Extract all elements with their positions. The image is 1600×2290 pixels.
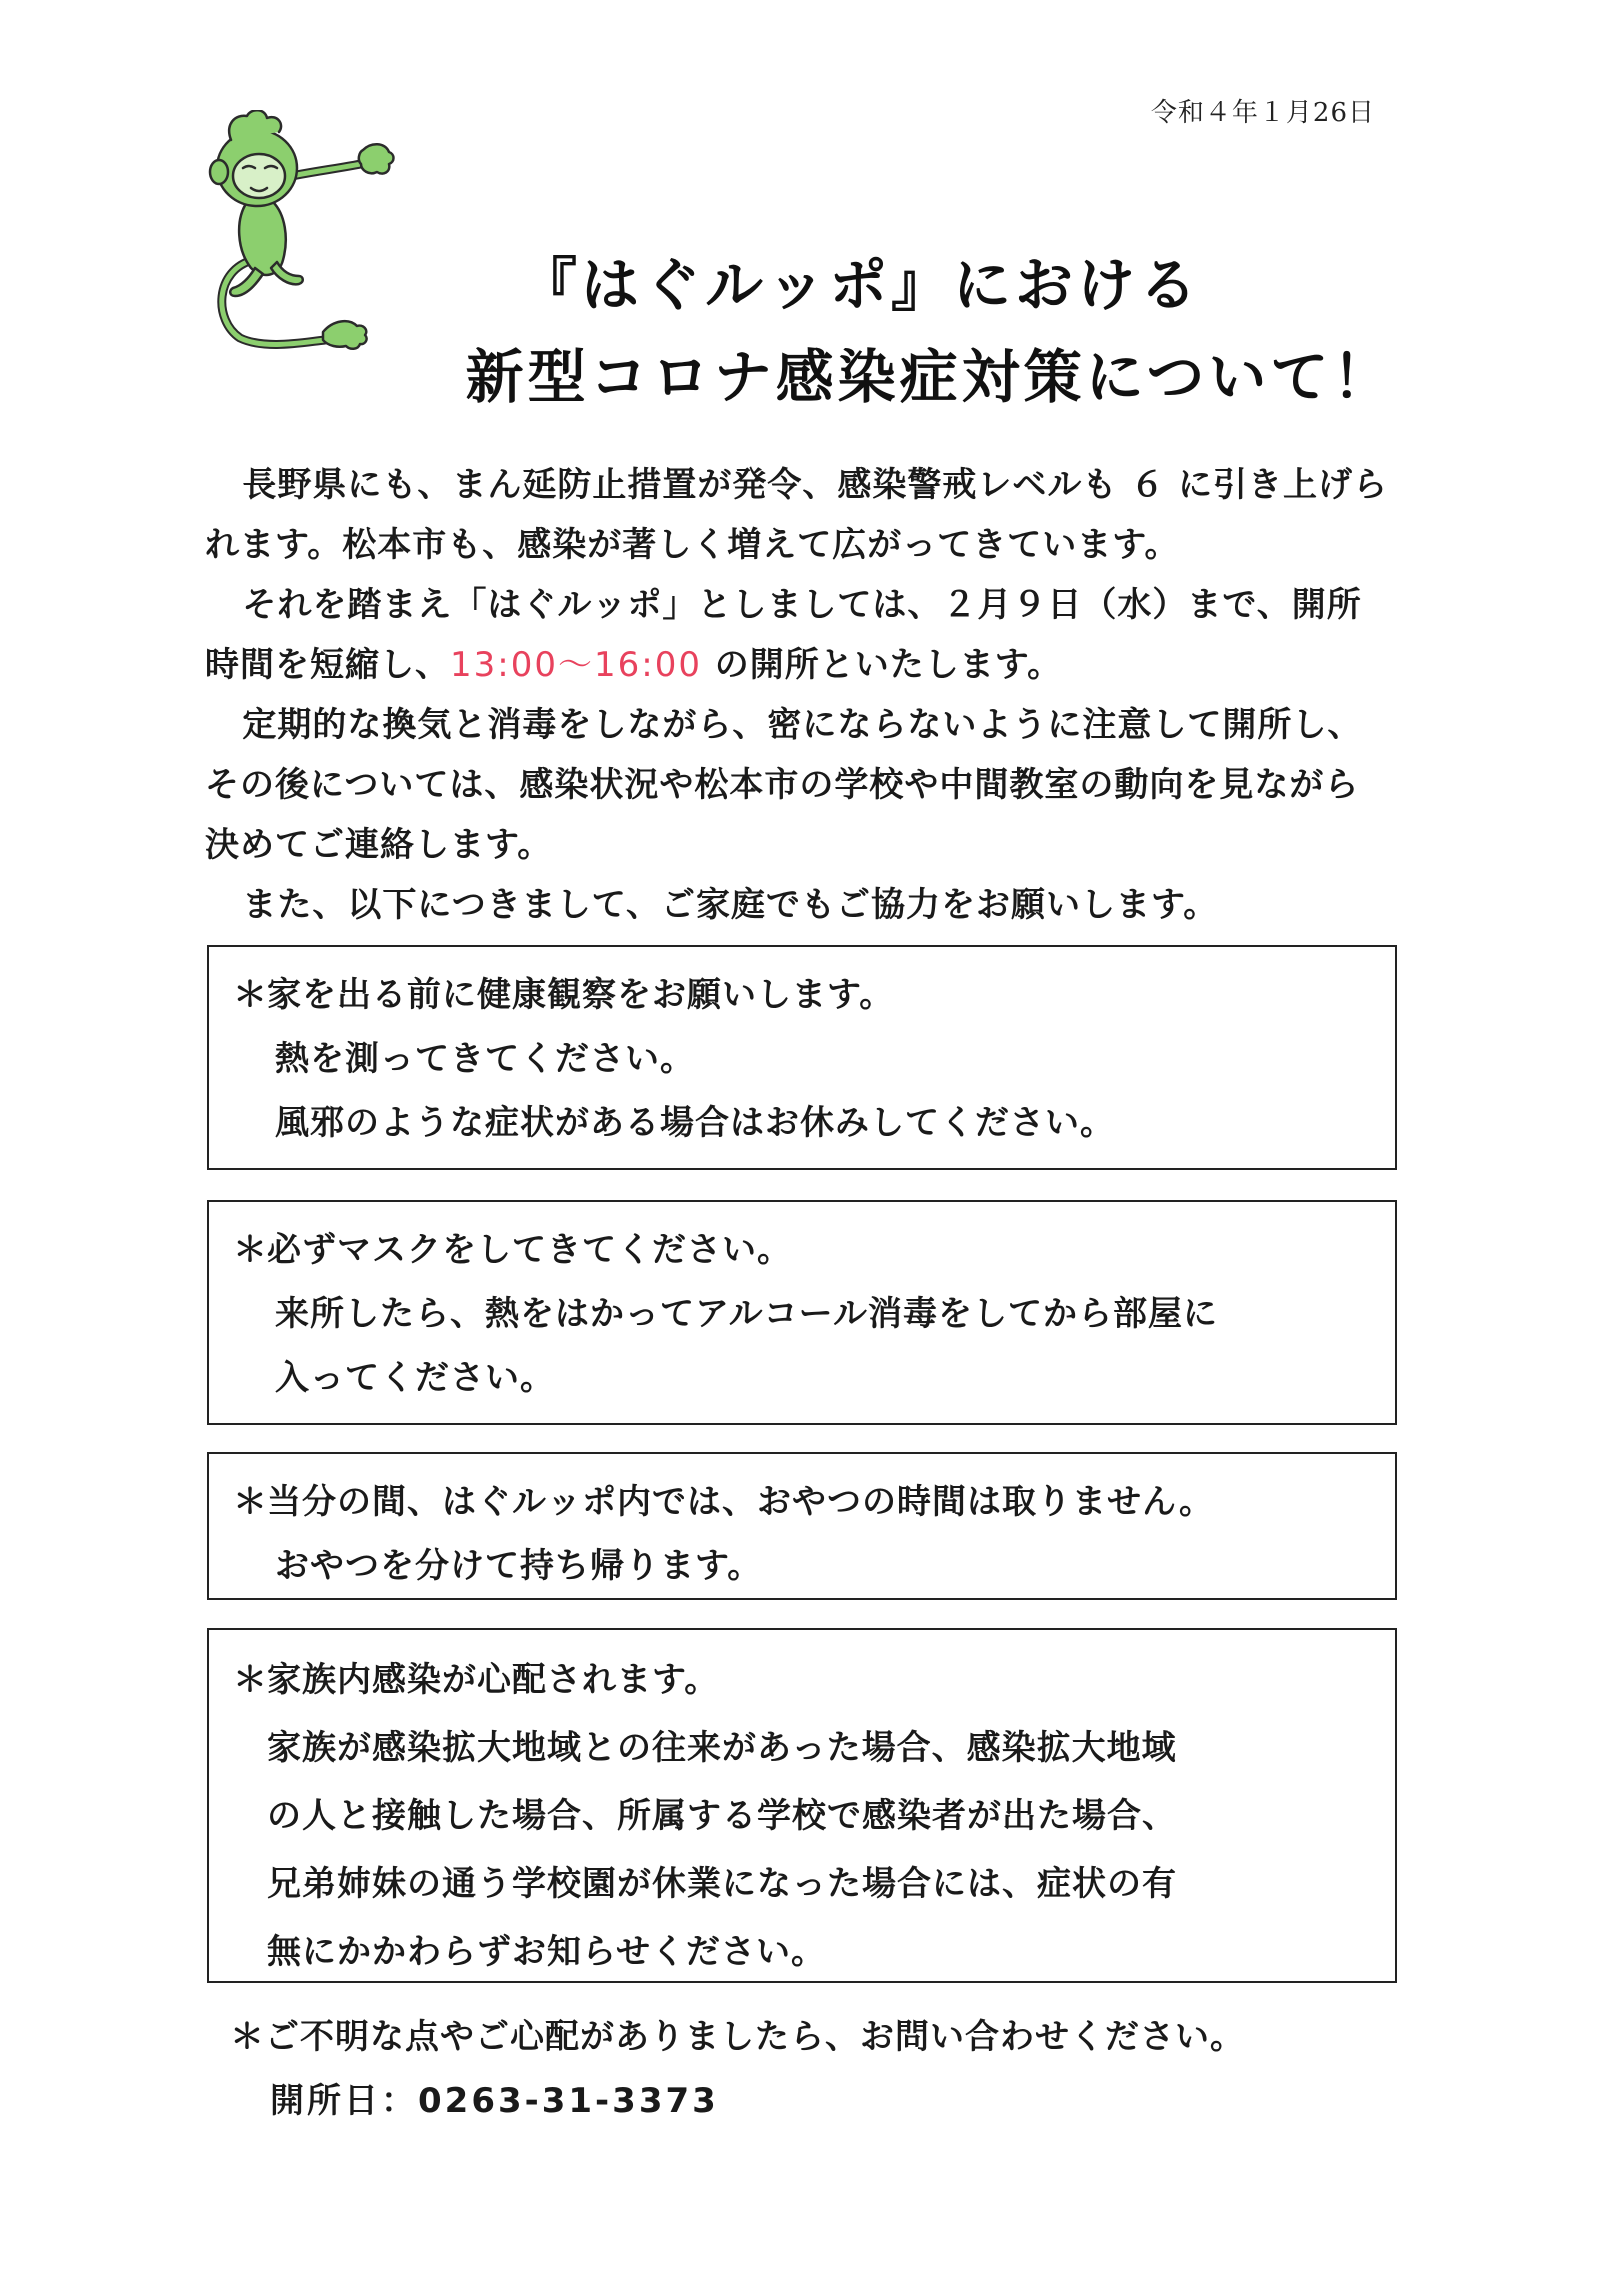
contact-phone: 開所日：0263-31-3373 <box>270 2081 719 2121</box>
asterisk-icon: ＊ <box>233 1482 268 1522</box>
monkey-mascot-icon <box>195 110 395 360</box>
box-heading: 必ずマスクをしてきてください。 <box>267 1230 792 1270</box>
box-heading: 当分の間、はぐルッポ内では、おやつの時間は取りません。 <box>267 1482 1215 1522</box>
opening-hours-highlight: 13:00〜16:00 <box>450 645 702 685</box>
contact-note: ご不明な点やご心配がありましたら、お問い合わせください。 <box>265 2017 1245 2057</box>
issue-date: 令和４年１月26日 <box>1150 98 1375 128</box>
notice-box-mask <box>207 1200 1397 1425</box>
intro-paragraph-3: 定期的な換気と消毒をしながら、密にならないように注意して開所し、その後については、感染状況や松本市の学校や中間教室の動向を見ながら決めてご連絡します。 <box>205 705 1363 865</box>
box-line: の人と接触した場合、所属する学校で感染者が出た場合、 <box>267 1796 1177 1836</box>
box-line: 来所したら、熱をはかってアルコール消毒をしてから部屋に <box>275 1294 1218 1334</box>
box-heading: 家族内感染が心配されます。 <box>267 1660 720 1700</box>
box-line: 熱を測ってきてください。 <box>275 1039 695 1079</box>
intro-paragraph-4: また、以下につきまして、ご家庭でもご協力をお願いします。 <box>242 885 1219 925</box>
box-line: 家族が感染拡大地域との往来があった場合、感染拡大地域 <box>267 1728 1177 1768</box>
notice-box-snacks <box>207 1452 1397 1600</box>
title-line-2: 新型コロナ感染症対策について！ <box>465 343 1395 411</box>
notice-box-family-infection <box>207 1628 1397 1983</box>
asterisk-icon: ＊ <box>233 975 268 1015</box>
intro-paragraph-2 <box>205 575 1390 695</box>
notice-box-health-check <box>207 945 1397 1170</box>
asterisk-icon: ＊ <box>233 1230 268 1270</box>
intro-paragraph-1: 長野県にも、まん延防止措置が発令、感染警戒レベルも ６ に引き上げられます。松本市も、感染が著しく増えて広がってきています。 <box>205 465 1389 565</box>
asterisk-icon: ＊ <box>233 1660 268 1700</box>
box-line: 無にかかわらずお知らせください。 <box>267 1932 826 1972</box>
box-line: 風邪のような症状がある場合はお休みしてください。 <box>275 1103 1115 1143</box>
title-line-1: 『はぐルッポ』における <box>518 251 1201 319</box>
contact-footer <box>230 2005 1245 2133</box>
box-line: おやつを分けて持ち帰ります。 <box>275 1546 763 1586</box>
intro-p2-text-end: の開所といたします。 <box>701 645 1063 685</box>
box-line: 兄弟姉妹の通う学校園が休業になった場合には、症状の有 <box>267 1864 1177 1904</box>
box-line: 入ってください。 <box>275 1358 555 1398</box>
box-heading: 家を出る前に健康観察をお願いします。 <box>267 975 895 1015</box>
intro-p2-text: それを踏まえ「はぐルッポ」としましては、２月９日（水）まで、開所時間を短縮し、 <box>205 585 1362 685</box>
intro-text <box>205 455 1390 935</box>
asterisk-icon: ＊ <box>230 2017 265 2057</box>
